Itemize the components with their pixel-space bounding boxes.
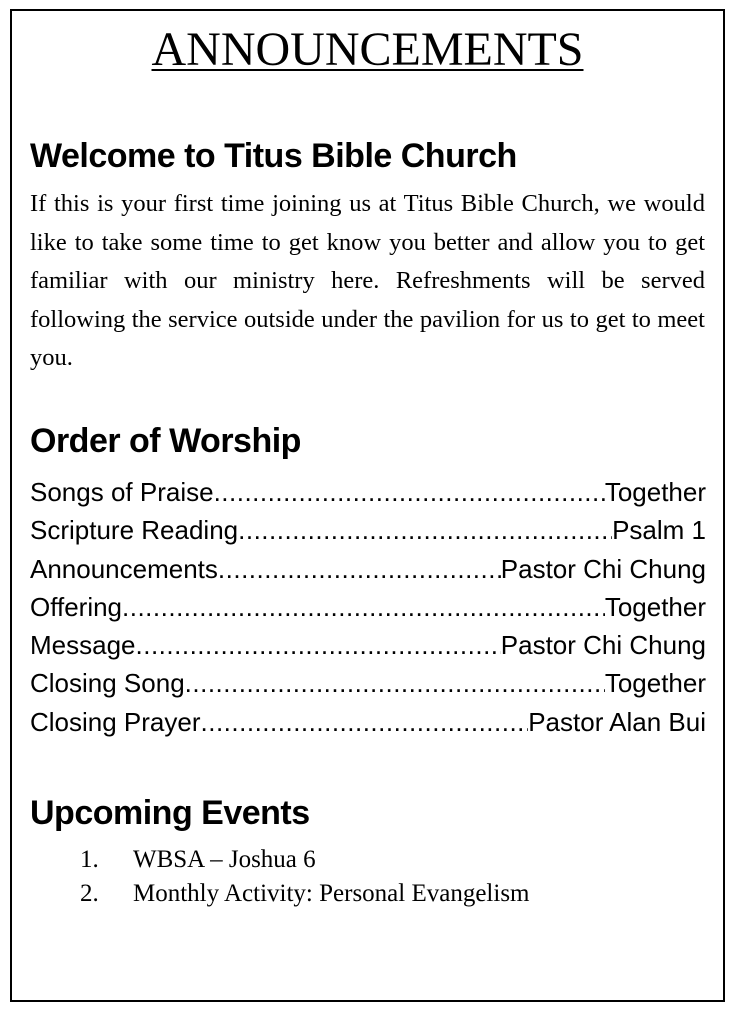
worship-item: Scripture Reading [30,515,239,546]
worship-row [30,511,706,549]
page-title: ANNOUNCEMENTS [151,23,584,76]
dot-leader [185,664,605,702]
worship-row [30,588,706,626]
worship-row [30,703,706,741]
worship-leader: Psalm 1 [612,515,706,546]
event-item [80,877,530,911]
worship-item: Closing Prayer [30,706,201,737]
dot-leader [201,703,529,741]
event-number: 1. [80,846,99,873]
dot-leader [122,588,605,626]
event-number: 2. [80,880,99,907]
worship-item: Closing Song [30,668,185,699]
worship-item: Announcements [30,553,218,584]
order-of-worship-heading: Order of Worship [30,422,301,460]
worship-item: Songs of Praise [30,477,214,507]
worship-row [30,473,706,511]
worship-row [30,550,706,588]
worship-item: Message [30,630,136,661]
worship-leader: Together [604,477,706,507]
event-text: Monthly Activity: Personal Evangelism [133,880,530,907]
worship-leader: Together [604,591,706,622]
worship-leader: Pastor Chi Chung [500,630,706,661]
worship-row [30,664,706,702]
dot-leader [214,473,605,511]
upcoming-events-list [80,843,530,911]
worship-leader: Pastor Alan Bui [528,706,706,737]
worship-leader: Pastor Chi Chung [500,553,706,584]
event-item [80,843,530,877]
dot-leader [238,511,612,549]
worship-row [30,626,706,664]
welcome-heading: Welcome to Titus Bible Church [30,137,517,175]
welcome-paragraph: If this is your first time joining us at Titus Bible Church, we would like to take some time to get know you better and allow you to get familiar with our ministry here. Refreshments will be served following the service outside under the pavilion for us to get to meet you. [30,190,705,371]
order-of-worship-list [30,473,706,741]
dot-leader [218,550,501,588]
worship-item: Offering [30,591,123,622]
worship-leader: Together [604,668,706,699]
dot-leader [136,626,501,664]
upcoming-events-heading: Upcoming Events [30,794,310,832]
event-text: WBSA – Joshua 6 [133,846,316,873]
